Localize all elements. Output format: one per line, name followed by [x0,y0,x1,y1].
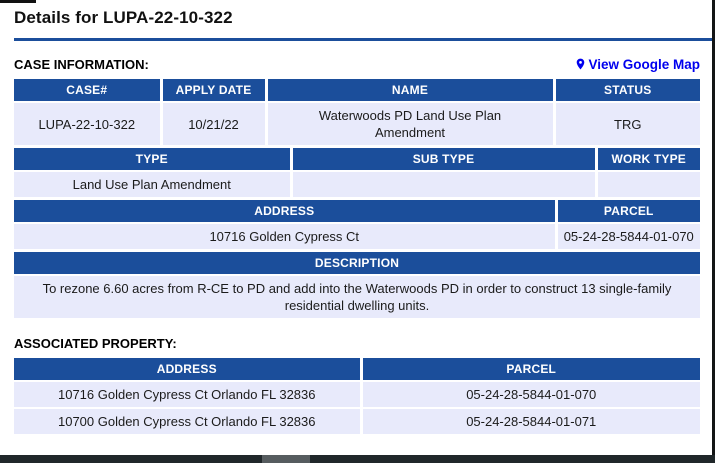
view-google-map-link[interactable] [574,56,700,72]
case-name-value [266,102,554,145]
case-type-table [14,148,700,197]
view-google-map-label: View Google Map [588,56,700,72]
description-data-row [14,275,700,318]
associated-property-heading: ASSOCIATED PROPERTY: [14,336,177,351]
table-row [14,381,700,408]
case-location-header-row [14,200,700,223]
work-type-value [596,171,700,197]
case-number-value: LUPA-22-10-322 [14,102,161,145]
location-pin-icon [574,56,587,72]
case-information-header-row [14,56,700,72]
description-header-row [14,252,700,275]
column-header-assoc-parcel: PARCEL [361,358,700,381]
case-type-header-row [14,148,700,171]
table-row [14,408,700,434]
type-value: Land Use Plan Amendment [14,171,291,197]
case-name-text: Waterwoods PD Land Use Plan Amendment [318,108,502,140]
column-header-status: STATUS [554,79,700,102]
horizontal-scrollbar[interactable] [0,455,715,463]
column-header-parcel: PARCEL [556,200,700,223]
column-header-apply-date: APPLY DATE [161,79,266,102]
page-title: Details for LUPA-22-10-322 [14,8,233,27]
case-summary-data-row [14,102,700,145]
assoc-address-value: 10716 Golden Cypress Ct Orlando FL 32836 [14,381,361,408]
column-header-case-number: CASE# [14,79,161,102]
apply-date-value: 10/21/22 [161,102,266,145]
column-header-name: NAME [266,79,554,102]
column-header-type: TYPE [14,148,291,171]
column-header-sub-type: SUB TYPE [291,148,596,171]
case-summary-table [14,79,700,145]
column-header-address: ADDRESS [14,200,556,223]
assoc-parcel-value: 05-24-28-5844-01-070 [361,381,700,408]
case-location-data-row [14,223,700,249]
case-location-table [14,200,700,249]
assoc-parcel-value: 05-24-28-5844-01-071 [361,408,700,434]
frame-edge-fragment [0,0,36,3]
sub-type-value [291,171,596,197]
column-header-work-type: WORK TYPE [596,148,700,171]
column-header-assoc-address: ADDRESS [14,358,361,381]
description-text: To rezone 6.60 acres from R-CE to PD and add into the Waterwoods PD in order to construct 13 single-family residential dwelling units. [14,275,700,318]
column-header-description: DESCRIPTION [14,252,700,275]
case-description-table [14,252,700,318]
case-information-heading: CASE INFORMATION: [14,57,149,72]
case-type-data-row [14,171,700,197]
scrollbar-thumb[interactable] [262,455,310,463]
address-value: 10716 Golden Cypress Ct [14,223,556,249]
title-divider [14,38,712,41]
parcel-value: 05-24-28-5844-01-070 [556,223,700,249]
associated-property-header-row [14,358,700,381]
associated-property-table [14,358,700,434]
case-summary-header-row [14,79,700,102]
assoc-address-value: 10700 Golden Cypress Ct Orlando FL 32836 [14,408,361,434]
status-value: TRG [554,102,700,145]
